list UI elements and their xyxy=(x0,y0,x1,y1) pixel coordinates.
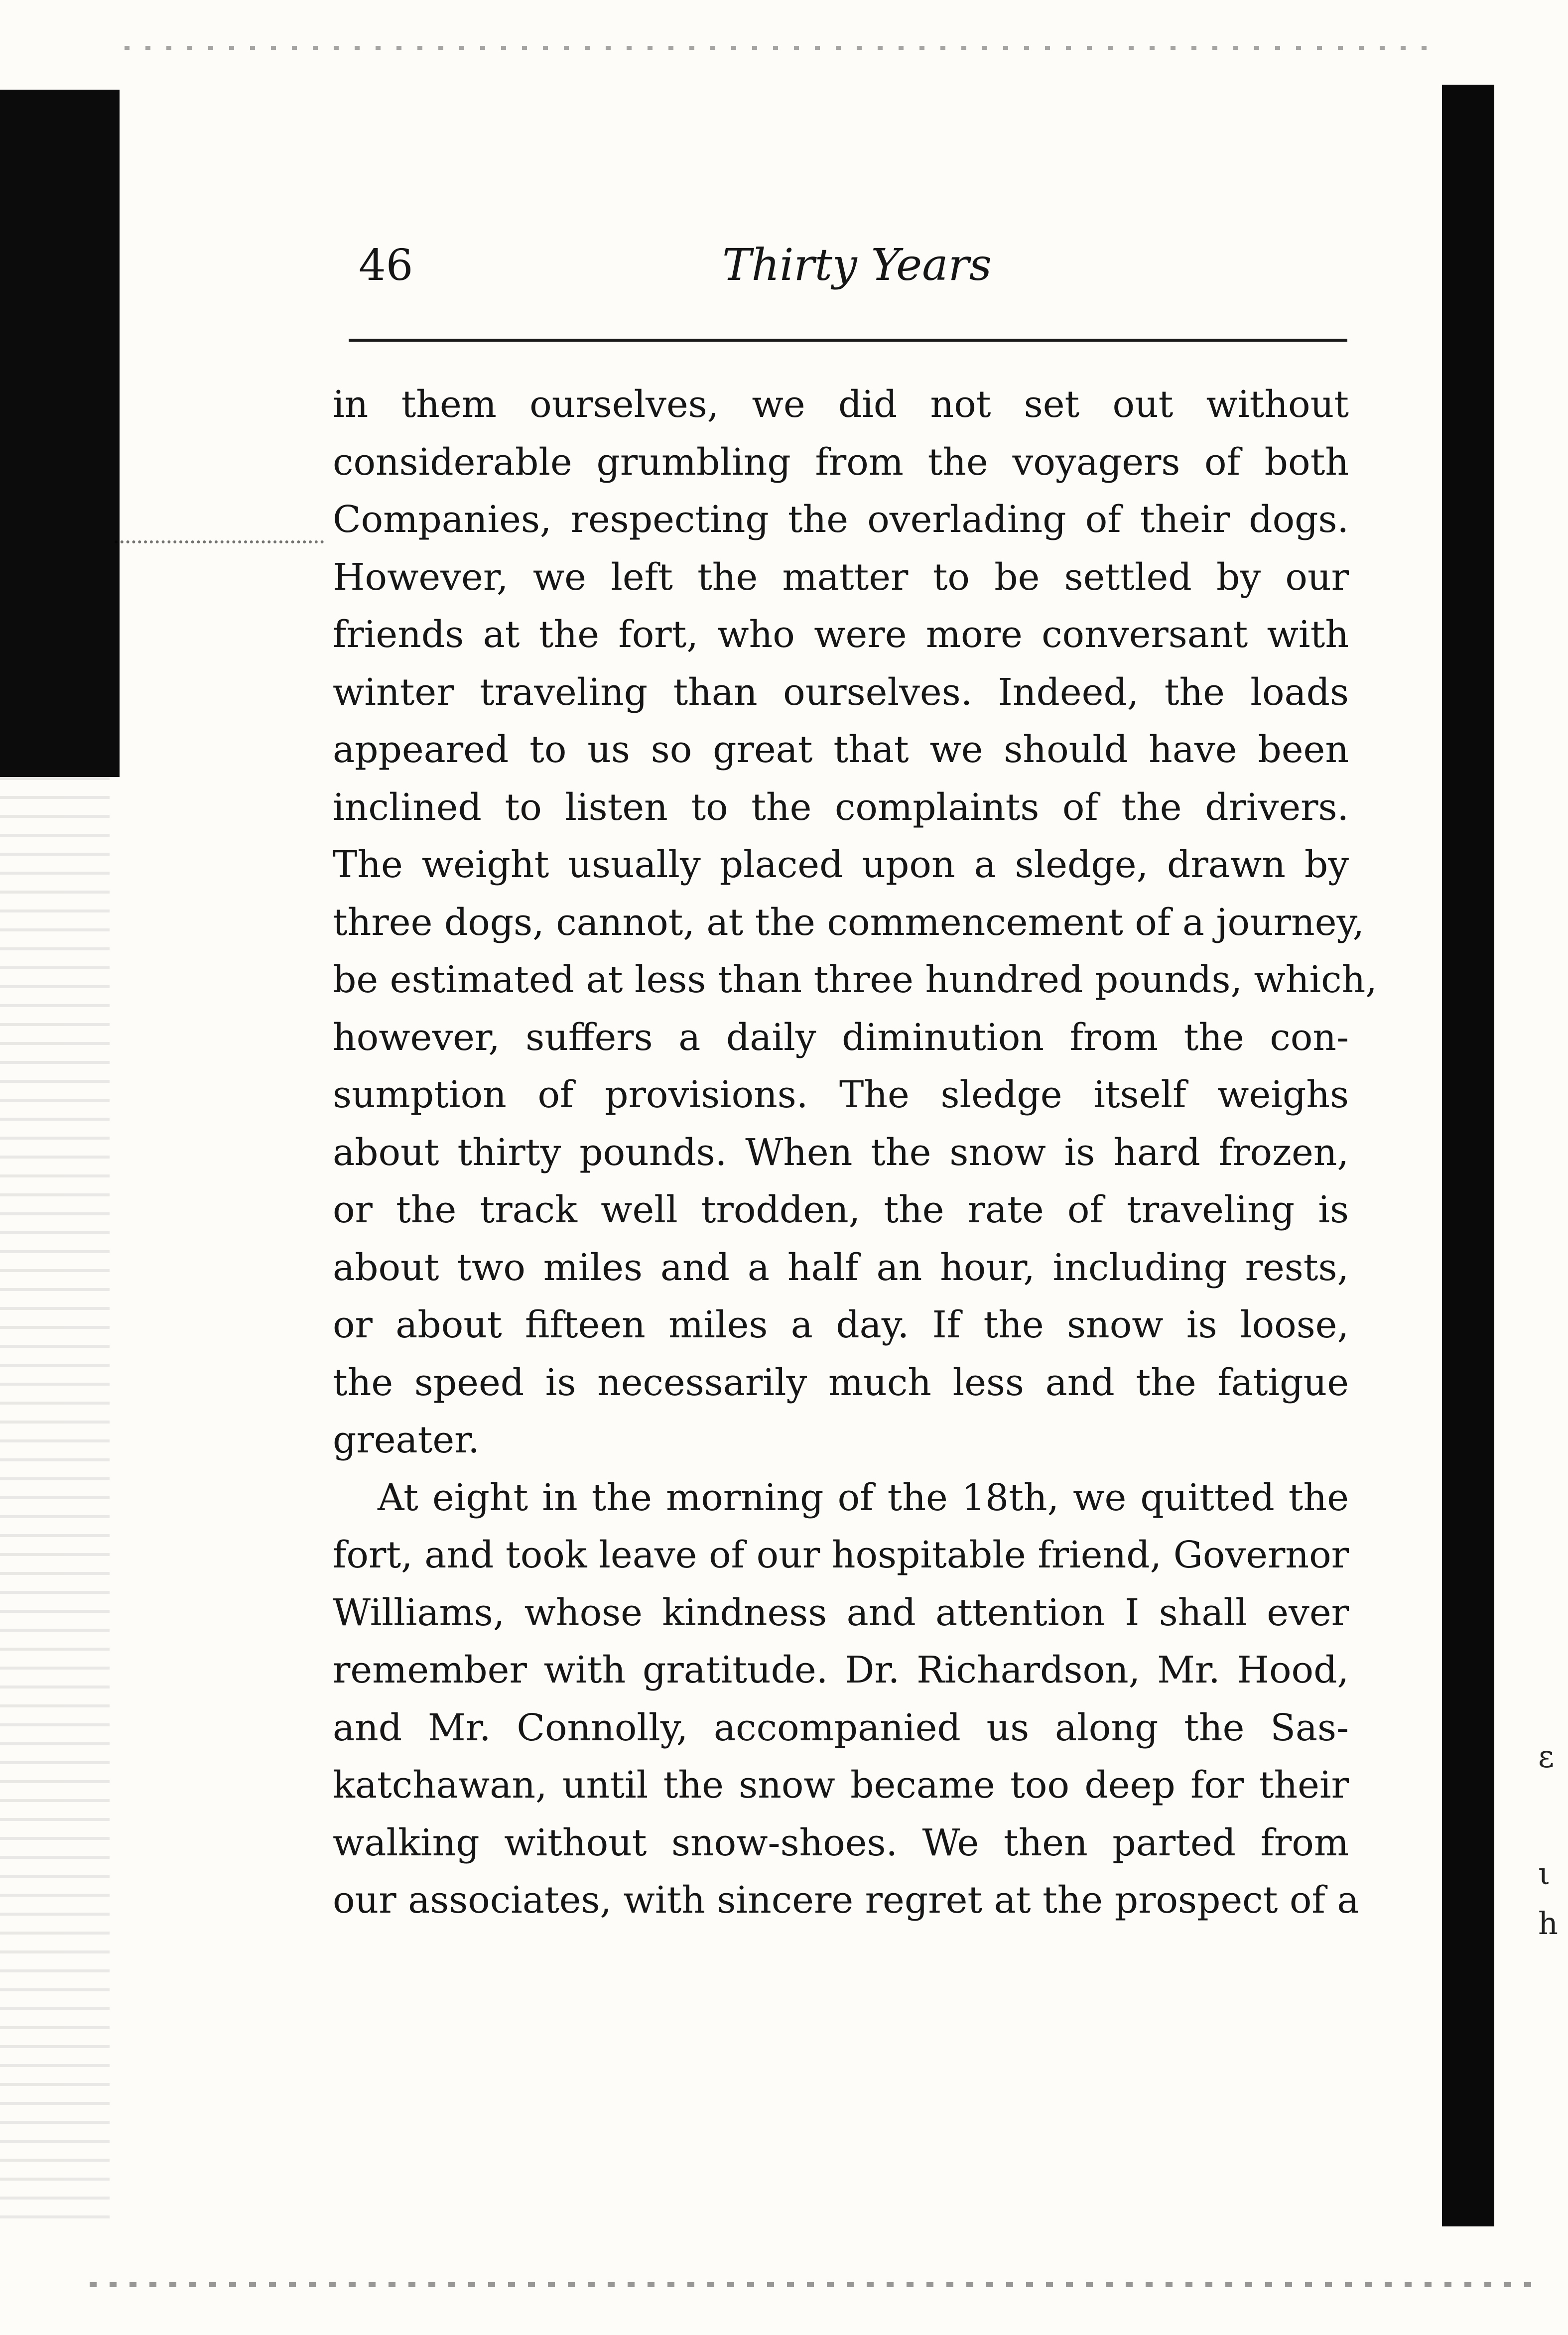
text-line: about thirty pounds. When the snow is hard frozen, xyxy=(333,1131,1349,1174)
text-line: in them ourselves, we did not set out without xyxy=(333,383,1349,426)
page-number: 46 xyxy=(359,241,413,290)
page-edge-top xyxy=(125,46,1439,50)
text-line: fort, and took leave of our hospitable friend, Governor xyxy=(333,1534,1349,1576)
header-rule xyxy=(349,339,1347,342)
text-line: appeared to us so great that we should have been xyxy=(333,728,1349,771)
text-line: considerable grumbling from the voyagers of both xyxy=(333,440,1349,484)
scan-shadow-left xyxy=(0,90,120,777)
next-page-fragment: ι xyxy=(1538,1855,1551,1892)
scan-shadow-right xyxy=(1442,85,1494,2226)
next-page-fragment: ε xyxy=(1538,1738,1555,1775)
text-line: Companies, respecting the overlading of their dogs. xyxy=(333,498,1349,541)
body-text xyxy=(333,376,1377,1930)
text-line: about two miles and a half an hour, including rests, xyxy=(333,1246,1349,1289)
text-line: sumption of provisions. The sledge itself weighs xyxy=(333,1073,1349,1116)
text-line: inclined to listen to the complaints of the drivers. xyxy=(333,785,1349,829)
text-line: winter traveling than ourselves. Indeed, the loads xyxy=(333,670,1349,714)
text-line: our associates, with sincere regret at the prospect of a xyxy=(333,1879,1359,1922)
text-line: the speed is necessarily much less and the fatigue xyxy=(333,1361,1349,1404)
text-line: friends at the fort, who were more conversant with xyxy=(333,613,1349,656)
text-line: However, we left the matter to be settled by our xyxy=(333,555,1349,599)
text-line: Williams, whose kindness and attention I shall ever xyxy=(333,1591,1349,1634)
next-page-fragment: h xyxy=(1538,1905,1558,1942)
text-line: greater. xyxy=(333,1419,480,1461)
text-line: or the track well trodden, the rate of traveling is xyxy=(333,1188,1349,1231)
text-line: or about fifteen miles a day. If the snow is loose, xyxy=(333,1303,1349,1346)
scan-noise-left xyxy=(0,777,110,2221)
text-line: remember with gratitude. Dr. Richardson, Mr. Hood, xyxy=(333,1649,1349,1691)
text-line: walking without snow-shoes. We then parted from xyxy=(333,1821,1349,1864)
text-line: and Mr. Connolly, accompanied us along the Sas- xyxy=(333,1706,1349,1749)
bleed-through-dots xyxy=(115,540,324,543)
page-edge-bottom xyxy=(90,2282,1534,2287)
text-line: At eight in the morning of the 18th, we quitted the xyxy=(378,1476,1349,1519)
text-line: however, suffers a daily diminution from the con- xyxy=(333,1016,1349,1059)
running-head: Thirty Years xyxy=(722,239,992,290)
text-line: three dogs, cannot, at the commencement of a journey, xyxy=(333,901,1364,944)
text-line: katchawan, until the snow became too deep for their xyxy=(333,1764,1349,1807)
text-line: The weight usually placed upon a sledge, drawn by xyxy=(333,843,1349,886)
text-line: be estimated at less than three hundred pounds, which, xyxy=(333,958,1377,1001)
